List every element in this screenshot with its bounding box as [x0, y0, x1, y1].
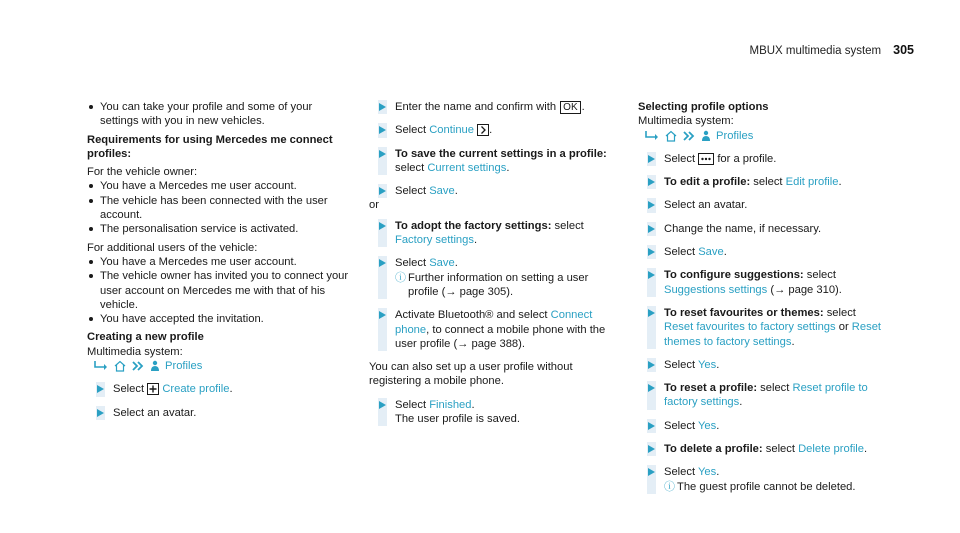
step-arrow-icon — [648, 225, 655, 233]
step-arrow-icon — [648, 309, 655, 317]
step: Select an avatar. — [638, 198, 888, 212]
profile-person-icon — [149, 360, 161, 372]
double-chevron-icon — [682, 130, 696, 142]
step: Select Yes. ⓘ The guest profile cannot be deleted. — [638, 465, 888, 494]
step-arrow-icon — [648, 422, 655, 430]
step-arrow-icon — [648, 155, 655, 163]
step-arrow-icon — [97, 385, 104, 393]
step: Change the name, if necessary. — [638, 222, 888, 236]
list-item: The vehicle owner has invited you to connect your user account on Mercedes me with that of his vehicle. — [87, 269, 349, 312]
column-3 — [638, 100, 888, 494]
step: Select Yes. — [638, 419, 888, 433]
step: Select Save. ⓘ Further information on setting a user profile (→ page 305). — [369, 256, 619, 299]
suggestions-settings-link[interactable]: Suggestions settings — [664, 283, 768, 296]
yes-link[interactable]: Yes — [698, 419, 717, 432]
step: To reset a profile: select Reset profile to factory settings. — [638, 381, 888, 410]
step: To save the current settings in a profile: select Current settings. — [369, 147, 619, 176]
connect-phone-link[interactable]: Connect phone — [395, 309, 593, 336]
home-icon — [664, 130, 678, 142]
step: Select Continue . — [369, 123, 619, 137]
step-arrow-icon — [648, 271, 655, 279]
section-title: MBUX multimedia system — [749, 45, 882, 57]
reset-themes-link[interactable]: Reset themes to factory settings — [664, 321, 882, 348]
yes-link[interactable]: Yes — [698, 358, 717, 371]
step-arrow-icon — [648, 445, 655, 453]
page-number: 305 — [893, 43, 914, 57]
step-arrow-icon — [648, 468, 655, 476]
reset-profile-link[interactable]: Reset profile to factory settings — [664, 382, 868, 409]
step: Select Save. — [638, 245, 888, 259]
step: Select Create profile. — [87, 382, 349, 396]
step-arrow-icon — [648, 361, 655, 369]
system-label: Multimedia system: — [87, 345, 183, 358]
list-item: You have a Mercedes me user account. — [87, 179, 349, 193]
more-options-icon — [698, 153, 714, 165]
create-profile-link[interactable]: Create profile — [162, 383, 230, 396]
column-1 — [87, 100, 349, 420]
step-arrow-icon — [379, 126, 386, 134]
current-settings-link[interactable]: Current settings — [427, 161, 507, 174]
save-link[interactable]: Save — [429, 185, 455, 198]
list-item: The personalisation service is activated. — [87, 222, 349, 236]
system-label: Multimedia system: — [638, 115, 734, 128]
step: Select Yes. — [638, 358, 888, 372]
step-arrow-icon — [379, 259, 386, 267]
step-arrow-icon — [379, 311, 386, 319]
info-icon: ⓘ — [664, 480, 675, 493]
nav-path — [638, 129, 888, 143]
reset-favourites-link[interactable]: Reset favourites to factory settings — [664, 321, 836, 334]
step: Select Save. — [369, 184, 619, 198]
step-arrow-icon — [97, 409, 104, 417]
step: To reset favourites or themes: select Reset favourites to factory settings or Reset themes to factory settings. — [638, 306, 888, 349]
column-2 — [369, 100, 619, 426]
step-arrow-icon — [648, 248, 655, 256]
step-arrow-icon — [648, 384, 655, 392]
additional-intro: For additional users of the vehicle: — [87, 241, 258, 254]
continue-link[interactable]: Continue — [429, 124, 474, 137]
list-item: You have accepted the invitation. — [87, 312, 349, 326]
info-note: ⓘ The guest profile cannot be deleted. — [664, 480, 856, 493]
info-icon: ⓘ — [395, 271, 406, 284]
step: To edit a profile: select Edit profile. — [638, 175, 888, 189]
info-note: ⓘ Further information on setting a user profile (→ page 305). — [395, 271, 589, 298]
profile-person-icon — [700, 130, 712, 142]
ok-key-icon: OK — [560, 101, 580, 114]
step-arrow-icon — [379, 401, 386, 409]
double-chevron-icon — [131, 360, 145, 372]
step-arrow-icon — [648, 201, 655, 209]
step: Enter the name and confirm with OK . — [369, 100, 619, 114]
owner-intro: For the vehicle owner: — [87, 166, 198, 179]
plus-box-icon — [147, 383, 159, 395]
edit-profile-link[interactable]: Edit profile — [785, 176, 839, 189]
create-profile-heading: Creating a new profile — [87, 331, 204, 344]
delete-profile-link[interactable]: Delete profile — [798, 443, 865, 456]
step: To configure suggestions: select Suggestions settings (→ page 310). — [638, 268, 888, 297]
chevron-right-box-icon — [477, 124, 489, 136]
step-arrow-icon — [379, 150, 386, 158]
step: To delete a profile: select Delete profile. — [638, 442, 888, 456]
nav-arrow-icon — [93, 360, 109, 372]
step-arrow-icon — [379, 187, 386, 195]
save-link[interactable]: Save — [698, 246, 724, 259]
profiles-link[interactable]: Profiles — [165, 360, 203, 373]
step: Select Finished. The user profile is saved. — [369, 398, 619, 427]
list-item: The vehicle has been connected with the user account. — [87, 194, 349, 223]
profile-options-heading: Selecting profile options — [638, 101, 769, 113]
factory-settings-link[interactable]: Factory settings — [395, 234, 474, 247]
nav-arrow-icon — [644, 130, 660, 142]
list-item: You can take your profile and some of your settings with you in new vehicles. — [87, 100, 349, 129]
home-icon — [113, 360, 127, 372]
step: Activate Bluetooth® and select Connect phone, to connect a mobile phone with the user profile (→ page 388). — [369, 308, 619, 351]
finished-link[interactable]: Finished — [429, 398, 472, 411]
yes-link[interactable]: Yes — [698, 466, 717, 479]
nav-path — [87, 359, 349, 373]
step-arrow-icon — [648, 178, 655, 186]
requirements-heading: Requirements for using Mercedes me connect profiles: — [87, 133, 333, 160]
list-item: You have a Mercedes me user account. — [87, 255, 349, 269]
step: To adopt the factory settings: select Factory settings. — [369, 219, 619, 248]
profiles-link[interactable]: Profiles — [716, 129, 754, 142]
step: Select for a profile. — [638, 152, 888, 166]
or-text: or — [369, 199, 379, 212]
step: Select an avatar. — [87, 406, 349, 420]
save-link[interactable]: Save — [429, 257, 455, 270]
page-header — [750, 43, 915, 57]
paragraph: You can also set up a user profile without registering a mobile phone. — [369, 361, 573, 388]
step-arrow-icon — [379, 103, 386, 111]
step-arrow-icon — [379, 222, 386, 230]
